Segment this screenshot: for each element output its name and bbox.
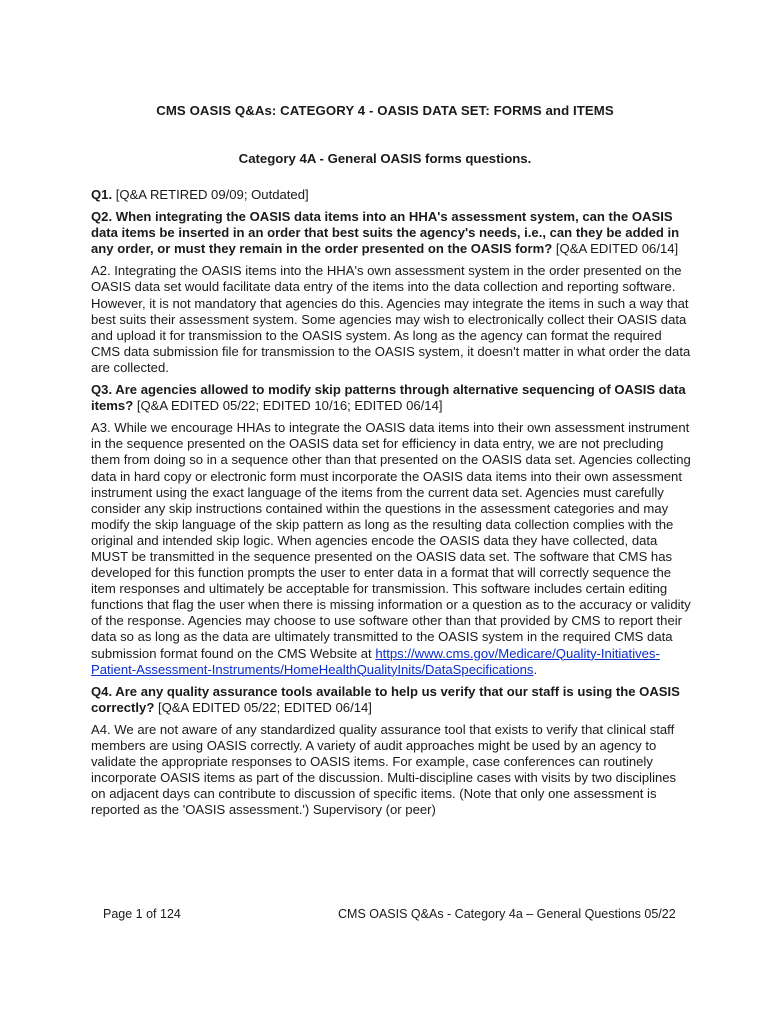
cms-data-specifications-link[interactable]: https://www.cms.gov/Medicare/Quality-Initiatives-Patient-Assessment-Instruments/HomeHealthQualityInits/DataSpecifications [91, 645, 660, 677]
q1-label: Q1. [91, 187, 113, 202]
q1-paragraph [91, 187, 691, 203]
a3-text-end: . [533, 661, 538, 677]
q4-paragraph [91, 684, 691, 716]
a3-text: A3. While we encourage HHAs to integrate the OASIS data items into their own assessment instrument in the sequence presented on the OASIS data set for efficiency in data entry, we are not precluding them from doing so in a sequence other than that presented on the OASIS data set. Agencies collecting data in hard copy or electronic form must incorporate the OASIS data items into their own assessment instrument using the exact language of the items from the current data set. Agencies must carefully consider any skip instructions contained within the questions in the assessment categories and may modify the skip language of the skip pattern as long as the resulting data collection complies with the original and intended skip logic. When agencies encode the OASIS data they have collected, data MUST be transmitted in the sequence presented on the OASIS data set. The software that CMS has developed for this function prompts the user to enter data in a format that will correctly sequence the item responses and ultimately be acceptable for transmission. This software includes certain editing functions that flag the user when there is missing information or a question as to the accuracy or validity of the response. Agencies may choose to use software other than that provided by CMS to report their data so as long as the data are ultimately transmitted to the OASIS system in the required CMS data submission format found on the CMS Website at [91, 420, 691, 661]
a3-paragraph [91, 420, 691, 678]
q3-note: [Q&A EDITED 05/22; EDITED 10/16; EDITED 06/14] [133, 398, 443, 414]
document-title: CMS OASIS Q&As: CATEGORY 4 - OASIS DATA SET: FORMS and ITEMS [156, 103, 614, 118]
q1-note: [Q&A RETIRED 09/09; Outdated] [112, 187, 309, 202]
a2-paragraph: A2. Integrating the OASIS items into the HHA's own assessment system in the order presented on the OASIS data set would facilitate data entry of the items into the data collection and reporting software. However, it is not mandatory that agencies do this. Agencies may integrate the items in such a way that best suits their assessment system. Some agencies may wish to electronically collect their OASIS data and upload it for transmission to the OASIS system. As long as the agency can format the required CMS data submission file for transmission to the OASIS system, it doesn't matter in what order the data are collected. [91, 263, 691, 375]
a4-paragraph: A4. We are not aware of any standardized quality assurance tool that exists to verify that clinical staff members are using OASIS correctly. A variety of audit approaches might be used by an agency to validate the appropriate responses to OASIS items. For example, case conferences can routinely incorporate OASIS items as part of the discussion. Multi-discipline cases with visits by two disciplines on adjacent days can contribute to discussion of specific items. (Note that only one assessment is reported as the 'OASIS assessment.') Supervisory (or peer) [91, 721, 677, 818]
q2-question: Q2. When integrating the OASIS data items into an HHA's assessment system, can the OASIS data items be inserted in an order that best suits the agency's needs, i.e., can they be added in any order, or must they remain in the order presented on the OASIS form? [91, 209, 680, 257]
q2-note: [Q&A EDITED 06/14] [552, 241, 679, 257]
q4-question: Q4. Are any quality assurance tools available to help us verify that our staff is using the OASIS correctly? [91, 683, 680, 715]
qa-content [91, 187, 691, 824]
page-number: Page 1 of 124 [103, 907, 181, 921]
q3-question: Q3. Are agencies allowed to modify skip patterns through alternative sequencing of OASIS data items? [91, 382, 686, 414]
q2-paragraph [91, 209, 691, 257]
q3-paragraph [91, 382, 691, 414]
footer-doc-reference: CMS OASIS Q&As - Category 4a – General Questions 05/22 [338, 907, 676, 921]
category-title: Category 4A - General OASIS forms questions. [238, 151, 532, 166]
q4-note: [Q&A EDITED 05/22; EDITED 06/14] [154, 699, 372, 715]
